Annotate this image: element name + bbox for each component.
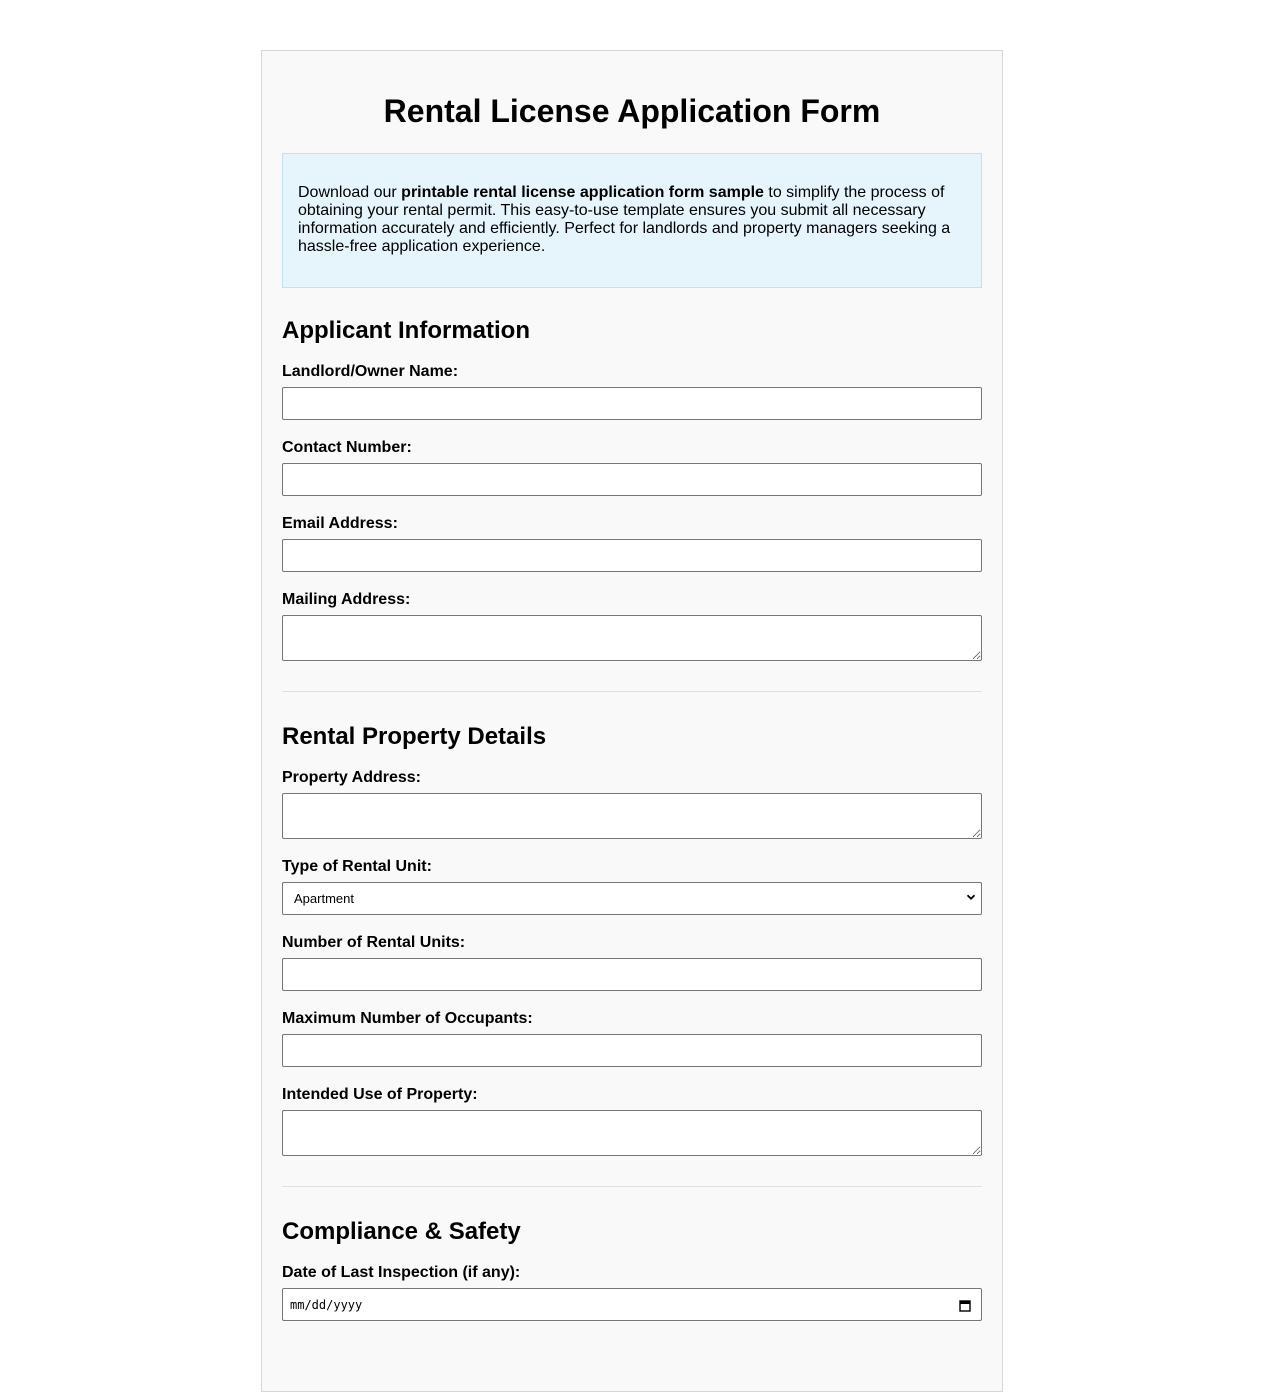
unit-type-field-group: [282, 857, 982, 915]
section-divider: [282, 1186, 982, 1187]
owner-name-field-group: [282, 362, 982, 420]
compliance-heading: Compliance & Safety: [282, 1218, 521, 1245]
mailing-address-textarea[interactable]: [282, 615, 982, 661]
intro-suffix: to simplify the process of obtaining your rental permit. This easy-to-use template ensures you submit all necessary information accurately and efficiently. Perfect for landlords and property managers seeking a hassle-free application experience.: [298, 184, 951, 255]
date-placeholder: mm/dd/yyyy: [290, 1298, 363, 1312]
calendar-icon[interactable]: [959, 1299, 971, 1312]
intro-box: [282, 153, 982, 288]
intended-use-field-group: [282, 1085, 982, 1156]
intended-use-label: Intended Use of Property:: [282, 1086, 478, 1103]
max-occupants-field-group: [282, 1009, 982, 1067]
last-inspection-date-input[interactable]: [282, 1288, 982, 1321]
owner-name-input[interactable]: [282, 387, 982, 420]
form-container: [261, 50, 1003, 1392]
email-field-group: [282, 514, 982, 572]
email-label: Email Address:: [282, 515, 398, 532]
property-address-textarea[interactable]: [282, 793, 982, 839]
last-inspection-field-group: [282, 1263, 982, 1321]
chevron-down-icon: [966, 892, 976, 902]
property-heading: Rental Property Details: [282, 723, 547, 750]
applicant-heading: Applicant Information: [282, 317, 530, 344]
email-input[interactable]: [282, 539, 982, 572]
contact-number-input[interactable]: [282, 463, 982, 496]
applicant-section: [282, 316, 982, 661]
mailing-address-field-group: [282, 590, 982, 661]
num-units-input[interactable]: [282, 958, 982, 991]
intro-prefix: Download our: [298, 184, 402, 201]
num-units-label: Number of Rental Units:: [282, 934, 466, 951]
unit-type-selected-value: Apartment: [282, 882, 982, 915]
num-units-field-group: [282, 933, 982, 991]
section-divider: [282, 691, 982, 692]
contact-number-field-group: [282, 438, 982, 496]
max-occupants-label: Maximum Number of Occupants:: [282, 1010, 533, 1027]
property-address-field-group: [282, 768, 982, 839]
owner-name-label: Landlord/Owner Name:: [282, 363, 459, 380]
intro-bold: printable rental license application form sample: [401, 184, 764, 201]
unit-type-label: Type of Rental Unit:: [282, 858, 432, 875]
mailing-address-label: Mailing Address:: [282, 591, 411, 608]
compliance-section: [282, 1217, 982, 1321]
unit-type-select[interactable]: [282, 882, 982, 915]
property-address-label: Property Address:: [282, 769, 421, 786]
last-inspection-label: Date of Last Inspection (if any):: [282, 1264, 521, 1281]
page-title: Rental License Application Form: [383, 93, 881, 129]
intended-use-textarea[interactable]: [282, 1110, 982, 1156]
max-occupants-input[interactable]: [282, 1034, 982, 1067]
property-section: [282, 722, 982, 1156]
contact-number-label: Contact Number:: [282, 439, 412, 456]
